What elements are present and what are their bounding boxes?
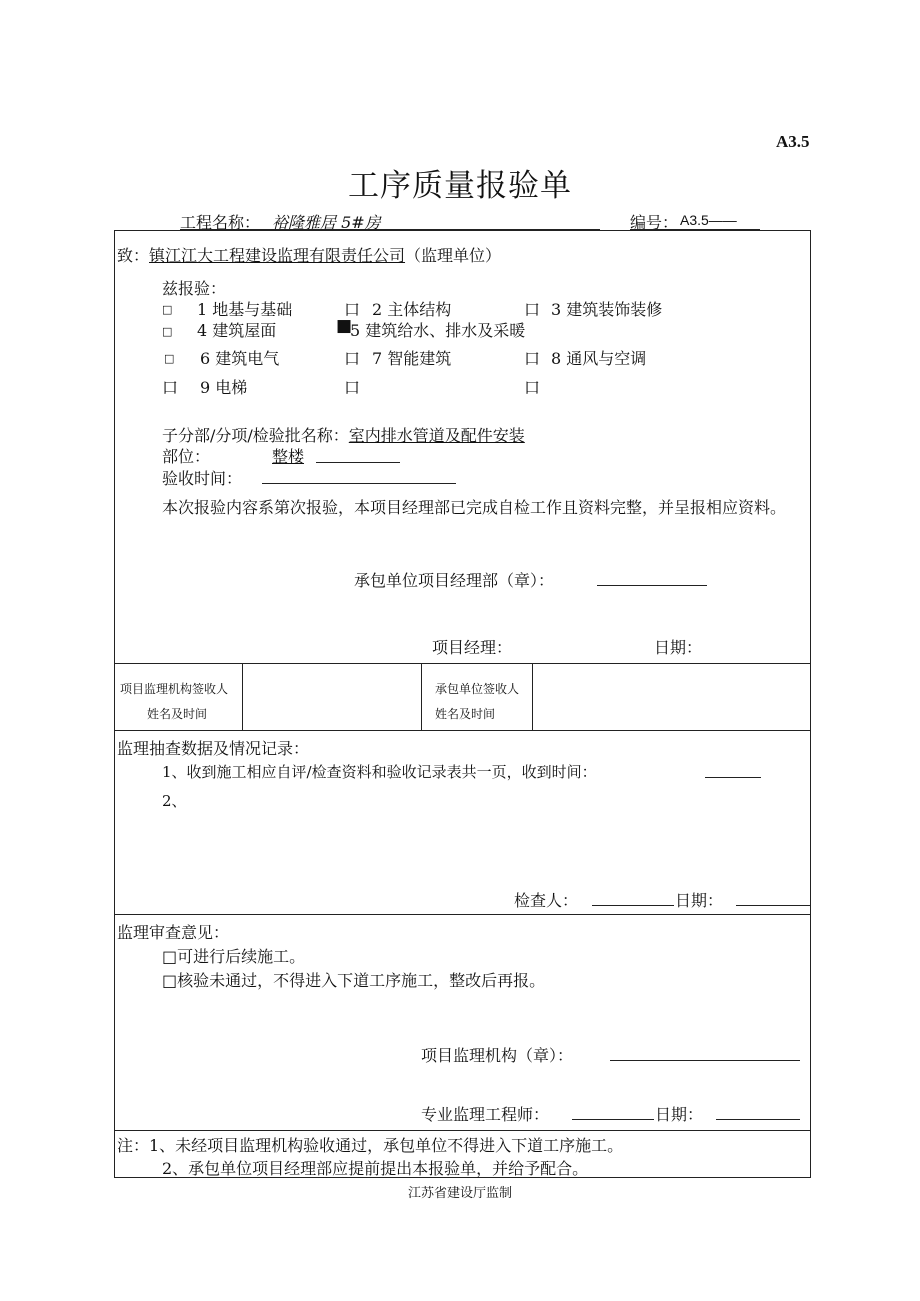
- project-name-label: 工程名称：: [180, 213, 261, 232]
- location-underline: [316, 462, 400, 463]
- divider-4: [114, 1130, 811, 1131]
- review-option-1[interactable]: □可进行后续施工。: [162, 947, 306, 966]
- checkbox-8[interactable]: 口: [524, 349, 541, 368]
- divider-1: [114, 663, 811, 664]
- checkbox-6[interactable]: □: [164, 352, 175, 365]
- check-record-heading: 监理抽查数据及情况记录：: [117, 739, 310, 758]
- note-line-2: 2、承包单位项目经理部应提前提出本报验单，并给予配合。: [162, 1159, 589, 1178]
- divider-3: [114, 914, 811, 915]
- code-value: A3.5——: [680, 212, 737, 228]
- pm-label: 项目经理：: [432, 638, 513, 657]
- checkbox-2[interactable]: 口: [344, 300, 361, 319]
- form-table: [114, 230, 811, 1178]
- checkbox-5[interactable]: ■: [336, 316, 353, 336]
- checkbox-11[interactable]: 口: [524, 378, 541, 397]
- statement-text: 本次报验内容系第次报验，本项目经理部已完成自检工作且资料完整，并呈报相应资料。: [162, 498, 787, 517]
- checkbox-10[interactable]: 口: [344, 378, 361, 397]
- receive-time-underline: [705, 777, 761, 778]
- item-label-6: 6 建筑电气: [200, 349, 280, 368]
- check-record-line-2: 2、: [162, 792, 187, 810]
- sign-col-1: [242, 663, 243, 730]
- sub-item-line: [162, 423, 525, 446]
- sub-item-label: 子分部/分项/检验批名称：: [162, 426, 349, 445]
- item-label-9: 9 电梯: [200, 378, 248, 397]
- item-label-5: 5 建筑给水、排水及采暖: [350, 321, 526, 340]
- inspector-label: 检查人：: [514, 891, 579, 910]
- page-title: 工序质量报验单: [348, 168, 572, 204]
- to-prefix: 致：: [117, 246, 150, 265]
- inspector-date-label: 日期：: [675, 891, 724, 910]
- org-seal-label: 项目监理机构（章）：: [421, 1046, 574, 1065]
- sub-item-value: 室内排水管道及配件安装: [348, 426, 525, 445]
- engineer-label: 专业监理工程师：: [421, 1105, 550, 1124]
- contractor-recv-label-2: 姓名及时间: [435, 707, 496, 721]
- to-suffix: （监理单位）: [405, 246, 502, 265]
- pm-date-label: 日期：: [654, 638, 703, 657]
- contractor-seal-underline: [597, 585, 707, 586]
- item-label-7: 7 智能建筑: [372, 349, 452, 368]
- item-label-3: 3 建筑装饰装修: [551, 300, 663, 319]
- item-label-8: 8 通风与空调: [551, 349, 647, 368]
- footer-text: 江苏省建设厅监制: [407, 1186, 512, 1201]
- divider-2: [114, 730, 811, 731]
- review-heading: 监理审查意见：: [117, 923, 230, 942]
- checkbox-1[interactable]: □: [162, 303, 173, 316]
- accept-time-underline: [262, 483, 456, 484]
- review-option-2[interactable]: □核验未通过，不得进入下道工序施工，整改后再报。: [162, 971, 546, 990]
- item-label-1: 1 地基与基础: [197, 300, 293, 319]
- checkbox-3[interactable]: 口: [524, 300, 541, 319]
- code-label: 编号：: [630, 213, 679, 232]
- item-label-2: 2 主体结构: [372, 300, 452, 319]
- check-record-line-1: 1、收到施工相应自评/检查资料和验收记录表共一页，收到时间：: [162, 763, 597, 781]
- contractor-seal-label: 承包单位项目经理部（章）：: [354, 571, 555, 590]
- engineer-underline: [572, 1119, 654, 1120]
- to-line: [117, 243, 501, 266]
- supervisor-recv-label-2: 姓名及时间: [147, 707, 208, 721]
- contractor-recv-label-1: 承包单位签收人: [435, 682, 520, 696]
- engineer-date-label: 日期：: [655, 1105, 704, 1124]
- location-label: 部位：: [162, 447, 211, 466]
- inspector-date-underline: [736, 905, 810, 906]
- checkbox-9[interactable]: 口: [162, 378, 179, 397]
- checkbox-7[interactable]: 口: [344, 349, 361, 368]
- form-number: A3.5: [776, 132, 810, 151]
- report-label: 兹报验：: [162, 279, 227, 298]
- checkbox-4[interactable]: □: [162, 325, 173, 338]
- supervisor-company: 镇江江大工程建设监理有限责任公司: [149, 246, 406, 265]
- inspector-underline: [592, 905, 674, 906]
- location-value: 整楼: [272, 447, 305, 466]
- note-line-1: 注：1、未经项目监理机构验收通过，承包单位不得进入下道工序施工。: [117, 1136, 624, 1155]
- supervisor-recv-label-1: 项目监理机构签收人: [120, 682, 229, 696]
- project-name-value: 裕隆雅居 5#房: [272, 213, 381, 232]
- accept-time-label: 验收时间：: [162, 469, 243, 488]
- org-seal-underline: [610, 1060, 800, 1061]
- sign-col-3: [532, 663, 533, 730]
- item-label-4: 4 建筑屋面: [197, 321, 277, 340]
- engineer-date-underline: [716, 1119, 800, 1120]
- sign-col-2: [421, 663, 422, 730]
